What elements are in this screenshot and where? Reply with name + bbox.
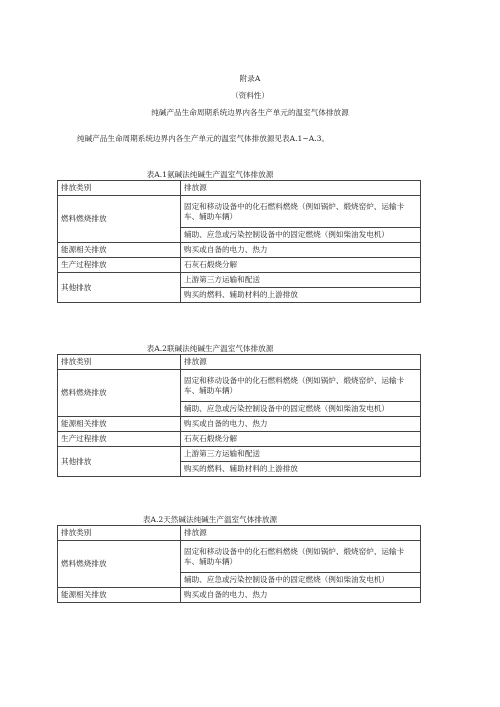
source-cell: 固定和移动设备中的化石燃料燃烧（例如锅炉、煅烧窑炉、运输卡车、辅助车辆）: [181, 196, 421, 228]
category-cell: 生产过程排放: [58, 432, 181, 447]
category-cell: 生产过程排放: [58, 258, 181, 273]
table-caption: 表A.1氨碱法纯碱生产温室气体排放源: [146, 170, 274, 179]
category-cell: 其他排放: [58, 273, 181, 303]
source-cell: 购买或自备的电力、热力: [181, 243, 421, 258]
source-cell: 辅助、应急或污染控制设备中的固定燃烧（例如柴油发电机）: [181, 402, 421, 417]
table-caption: 表A.2天然碱法纯碱生产温室气体排放源: [142, 515, 278, 524]
source-cell: 上游第三方运输和配送: [181, 273, 421, 288]
source-cell: 辅助、应急或污染控制设备中的固定燃烧（例如柴油发电机）: [181, 228, 421, 243]
source-cell: 上游第三方运输和配送: [181, 447, 421, 462]
source-cell: 固定和移动设备中的化石燃料燃烧（例如锅炉、煅烧窑炉、运输卡车、辅助车辆）: [181, 370, 421, 402]
table-header-source: 排放源: [181, 355, 421, 370]
source-cell: 购买的燃料、辅助材料的上游排放: [181, 462, 421, 477]
category-cell: 能源相关排放: [58, 588, 181, 603]
category-cell: 燃料燃烧排放: [58, 541, 181, 588]
emission-table: [57, 180, 421, 303]
category-cell: 燃料燃烧排放: [58, 370, 181, 417]
emission-table: [57, 354, 421, 477]
table-header-source: 排放源: [181, 181, 421, 196]
category-cell: 能源相关排放: [58, 417, 181, 432]
table-header-category: 排放类别: [58, 181, 181, 196]
source-cell: 固定和移动设备中的化石燃料燃烧（例如锅炉、煅烧窑炉、运输卡车、辅助车辆）: [181, 541, 421, 573]
appendix-heading: 附录A: [239, 74, 261, 83]
emission-table: [57, 525, 421, 603]
intro-paragraph: 纯碱产品生命周期系统边界内各生产单元的温室气体排放源见表A.1~A.3。: [77, 134, 330, 143]
source-cell: 石灰石煅烧分解: [181, 432, 421, 447]
source-cell: 石灰石煅烧分解: [181, 258, 421, 273]
category-cell: 其他排放: [58, 447, 181, 477]
table-header-source: 排放源: [181, 526, 421, 541]
category-cell: 燃料燃烧排放: [58, 196, 181, 243]
appendix-note: （资料性）: [231, 91, 269, 100]
source-cell: 购买或自备的电力、热力: [181, 417, 421, 432]
appendix-title: 纯碱产品生命周期系统边界内各生产单元的温室气体排放源: [151, 108, 349, 117]
table-header-category: 排放类别: [58, 355, 181, 370]
table-caption: 表A.2联碱法纯碱生产温室气体排放源: [146, 344, 274, 353]
table-header-category: 排放类别: [58, 526, 181, 541]
source-cell: 购买或自备的电力、热力: [181, 588, 421, 603]
source-cell: 辅助、应急或污染控制设备中的固定燃烧（例如柴油发电机）: [181, 573, 421, 588]
category-cell: 能源相关排放: [58, 243, 181, 258]
source-cell: 购买的燃料、辅助材料的上游排放: [181, 288, 421, 303]
